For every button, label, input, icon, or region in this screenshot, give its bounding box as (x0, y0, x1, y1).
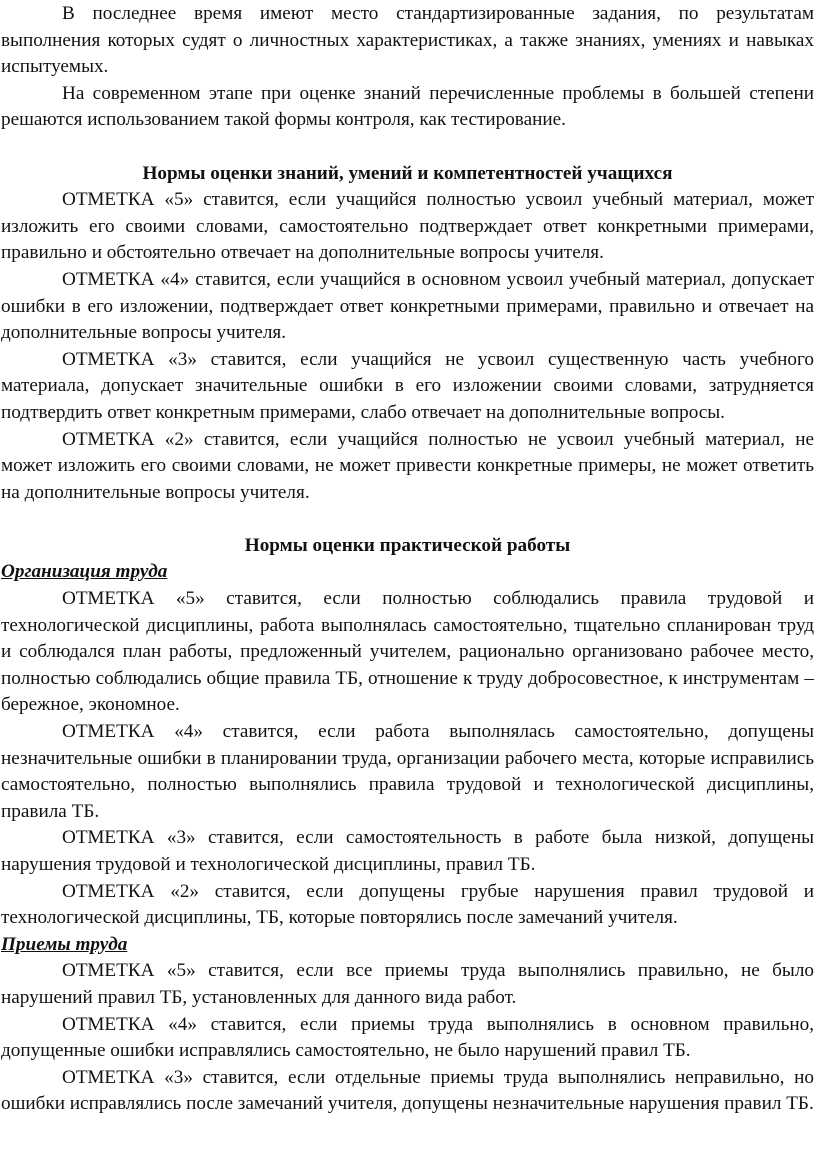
organization-grade-4: ОТМЕТКА «4» ставится, если работа выполнялась самостоятельно, допущены незначительные ошибки в планировании труда, организации рабочего места, которые исправились самостоятельно, полностью выполнялись правила трудовой и технологической дисциплины, правила ТБ. (1, 721, 814, 822)
methods-grade-3: ОТМЕТКА «3» ставится, если отдельные приемы труда выполнялись неправильно, но ошибки исправлялись после замечаний учителя, допущены незначительные нарушения правил ТБ. (1, 1066, 814, 1115)
organization-grade-5: ОТМЕТКА «5» ставится, если полностью соблюдались правила трудовой и технологической дисциплины, работа выполнялась самостоятельно, тщательно спланирован труд и соблюдался план работы, предложенный учителем, рационально организовано рабочее место, полностью соблюдались общие правила ТБ, отношение к труду добросовестное, к инструментам – бережное, экономное. (1, 588, 814, 716)
practical-norms-heading: Нормы оценки практической работы (244, 534, 571, 556)
organization-subheading: Организация труда (1, 561, 168, 583)
organization-grade-3: ОТМЕТКА «3» ставится, если самостоятельность в работе была низкой, допущены нарушения трудовой и технологической дисциплины, правил ТБ. (1, 827, 814, 875)
methods-grade-5: ОТМЕТКА «5» ставится, если все приемы труда выполнялись правильно, не было нарушений правил ТБ, установленных для данного вида работ. (1, 960, 814, 1008)
spacer (1, 506, 814, 533)
intro-paragraph-2: На современном этапе при оценке знаний перечисленные проблемы в большей степени решаются использованием такой формы контроля, как тестирование. (1, 82, 814, 131)
knowledge-grade-2: ОТМЕТКА «2» ставится, если учащийся полностью не усвоил учебный материал, не может изложить его своими словами, не может привести конкретные примеры, не может ответить на дополнительные вопросы учителя. (1, 428, 814, 503)
knowledge-grade-5: ОТМЕТКА «5» ставится, если учащийся полностью усвоил учебный материал, может изложить его своими словами, самостоятельно подтверждает ответ конкретными примерами, правильно и обстоятельно отвечает на дополнительные вопросы учителя. (1, 189, 814, 264)
spacer (1, 134, 814, 161)
methods-grade-4: ОТМЕТКА «4» ставится, если приемы труда выполнялись в основном правильно, допущенные ошибки исправлялись самостоятельно, не было нарушений правил ТБ. (1, 1013, 814, 1062)
knowledge-grade-3: ОТМЕТКА «3» ставится, если учащийся не усвоил существенную часть учебного материала, допускает значительные ошибки в его изложении своими словами, затрудняется подтвердить ответ конкретным примерами, слабо отвечает на дополнительные вопросы. (1, 348, 814, 423)
knowledge-norms-heading: Нормы оценки знаний, умений и компетентностей учащихся (142, 162, 673, 184)
intro-paragraph-1: В последнее время имеют место стандартизированные задания, по результатам выполнения которых судят о личностных характеристиках, а также знаниях, умениях и навыках испытуемых. (1, 3, 814, 78)
organization-grade-2: ОТМЕТКА «2» ставится, если допущены грубые нарушения правил трудовой и технологической дисциплины, ТБ, которые повторялись после замечаний учителя. (1, 880, 814, 929)
methods-subheading: Приемы труда (1, 933, 128, 955)
knowledge-grade-4: ОТМЕТКА «4» ставится, если учащийся в основном усвоил учебный материал, допускает ошибки в его изложении, подтверждает ответ конкретными примерами, правильно и отвечает на дополнительные вопросы учителя. (1, 268, 814, 344)
